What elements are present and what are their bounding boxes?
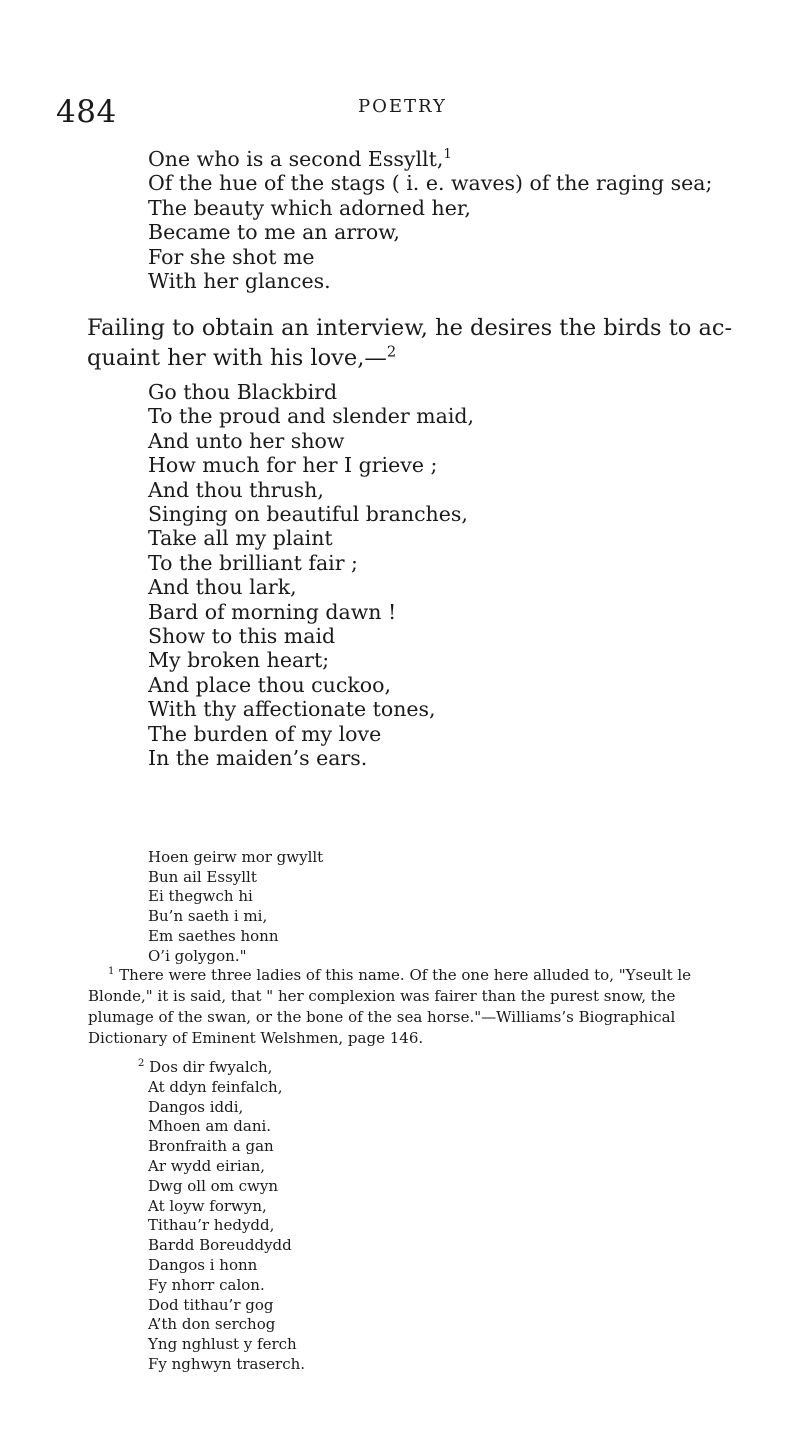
- verse-line: The burden of my love: [148, 721, 382, 746]
- verse-line: Of the hue of the stags ( i. e. waves) of the raging sea;: [148, 171, 713, 196]
- welsh-line: Mhoen am dani.: [148, 1117, 272, 1136]
- prose-line: Failing to obtain an interview, he desires the birds to ac-: [87, 315, 733, 341]
- welsh-line: Dod tithau’r gog: [148, 1295, 274, 1314]
- verse-block-english-2: [148, 380, 474, 771]
- welsh-line: Bronfraith a gan: [148, 1137, 274, 1156]
- welsh-line: Fy nghwyn traserch.: [148, 1354, 306, 1373]
- verse-line: And place thou cuckoo,: [148, 672, 391, 697]
- verse-line: To the brilliant fair ;: [148, 550, 358, 575]
- footnote-marker: 1: [108, 966, 115, 977]
- verse-line: Go thou Blackbird: [148, 380, 338, 404]
- verse-line: How much for her I grieve ;: [148, 453, 438, 478]
- page-number: 484: [56, 94, 117, 130]
- verse-line: Take all my plaint: [148, 526, 333, 551]
- welsh-verse-2: [138, 1058, 306, 1375]
- footnote-marker: 2: [138, 1058, 145, 1069]
- footnote-line: Dictionary of Eminent Welshmen, page 146.: [88, 1029, 424, 1047]
- welsh-line: $^2$ Dos dir fwyalch,: [138, 1058, 273, 1076]
- welsh-line: Bu’n saeth i mi,: [148, 907, 268, 926]
- welsh-line: Em saethes honn: [148, 926, 279, 945]
- footnote-line: $^1$ There were three ladies of this name. Of the one here alluded to, "Yseult le: [108, 966, 692, 984]
- footnote-ref: 1: [443, 147, 452, 163]
- welsh-verse-1: [148, 848, 323, 966]
- welsh-line: Bardd Boreuddydd: [148, 1236, 292, 1255]
- welsh-line: At ddyn feinfalch,: [148, 1077, 283, 1096]
- verse-line: And unto her show: [148, 428, 345, 453]
- welsh-line: Tithau’r hedydd,: [148, 1216, 275, 1235]
- verse-line: Singing on beautiful branches,: [148, 502, 468, 527]
- welsh-line: Ei thegwch hi: [148, 887, 253, 906]
- verse-block-english-1: [148, 147, 712, 293]
- verse-line: And thou lark,: [148, 575, 297, 600]
- verse-line: The beauty which adorned her,: [148, 195, 471, 220]
- verse-line: For she shot me: [148, 244, 315, 269]
- verse-line: My broken heart;: [148, 648, 330, 673]
- welsh-line: A’th don serchog: [148, 1315, 276, 1334]
- footnote-line: Blonde," it is said, that " her complexion was fairer than the purest snow, the: [88, 987, 676, 1005]
- welsh-line: Bun ail Essyllt: [148, 867, 257, 886]
- welsh-line: Fy nhorr calon.: [148, 1275, 265, 1294]
- welsh-line: Ar wydd eirian,: [148, 1156, 266, 1175]
- welsh-line: O’i golygon.": [148, 946, 247, 965]
- verse-line: With thy affectionate tones,: [148, 697, 436, 722]
- running-head: POETRY: [358, 96, 447, 117]
- welsh-line: At loyw forwyn,: [148, 1196, 267, 1215]
- verse-line: With her glances.: [148, 269, 331, 294]
- verse-line: And thou thrush,: [148, 477, 324, 502]
- verse-line: Bard of morning dawn !: [148, 599, 397, 624]
- verse-line: Became to me an arrow,: [148, 220, 400, 245]
- welsh-line: Hoen geirw mor gwyllt: [148, 848, 324, 866]
- prose-line: quaint her with his love,—$^2$: [87, 343, 397, 371]
- verse-line: One who is a second Essyllt,$^1$: [148, 147, 452, 171]
- welsh-line: Yng nghlust y ferch: [148, 1335, 297, 1354]
- welsh-line: Dangos i honn: [148, 1255, 258, 1274]
- verse-line: To the proud and slender maid,: [148, 404, 475, 429]
- verse-line: In the maiden’s ears.: [148, 746, 368, 771]
- verse-line: Show to this maid: [148, 624, 336, 649]
- welsh-line: Dwg oll om cwyn: [148, 1176, 279, 1195]
- footnote-1: [88, 965, 752, 1049]
- footnote-ref: 2: [386, 343, 397, 361]
- footnote-line: plumage of the swan, or the bone of the sea horse."—Williams’s Biographical: [88, 1008, 676, 1026]
- welsh-line: Dangos iddi,: [148, 1097, 244, 1116]
- prose-paragraph: [87, 313, 747, 373]
